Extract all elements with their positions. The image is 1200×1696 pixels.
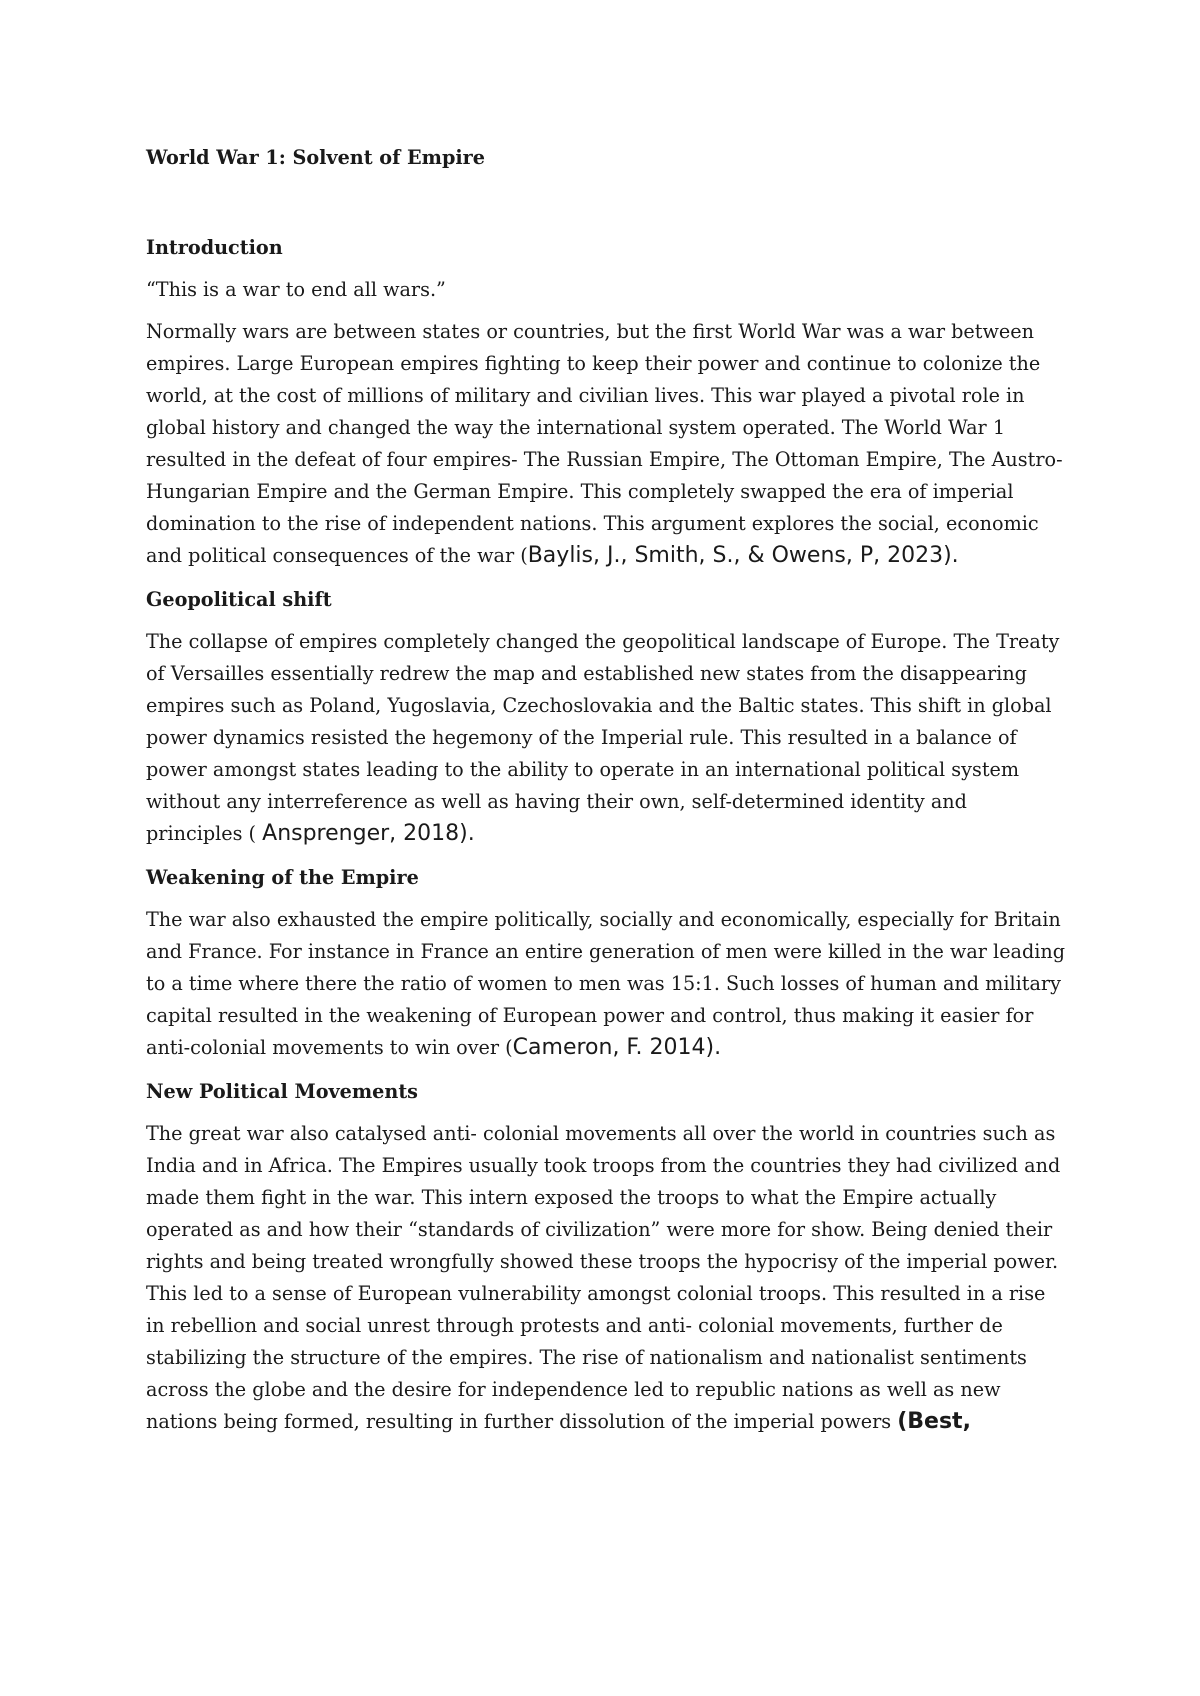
- section-heading-weakening: Weakening of the Empire: [146, 866, 419, 889]
- geopolitical-paragraph: [146, 626, 1066, 850]
- document-body: [146, 142, 1066, 1438]
- weakening-citation: Cameron, F. 2014).: [512, 1035, 722, 1060]
- weakening-body-text: The war also exhausted the empire politically, socially and economically, especially for Britain and France. For instance in France an entire generation of men were killed in the war leading to a time where there the ratio of women to men was 15:1. Such losses of human and military capital resulted in the weakening of European power and control, thus making it easier for anti-colonial movements to win over (: [146, 908, 1066, 1059]
- section-heading-geopolitical-shift: Geopolitical shift: [146, 588, 332, 611]
- document-title: World War 1: Solvent of Empire: [146, 146, 485, 169]
- movements-paragraph: [146, 1118, 1066, 1438]
- geopolitical-body-text: The collapse of empires completely changed the geopolitical landscape of Europe. The Treaty of Versailles essentially redrew the map and established new states from the disappearing empires such as Poland, Yugoslavia, Czechoslovakia and the Baltic states. This shift in global power dynamics resisted the hegemony of the Imperial rule. This resulted in a balance of power amongst states leading to the ability to operate in an international political system without any interreference as well as having their own, self-determined identity and principles (: [146, 630, 1060, 845]
- intro-citation: Baylis, J., Smith, S., & Owens, P, 2023).: [527, 543, 959, 568]
- spacer: [146, 174, 1066, 232]
- movements-citation: (Best,: [897, 1409, 971, 1434]
- movements-body-text: The great war also catalysed anti- colonial movements all over the world in countries such as India and in Africa. The Empires usually took troops from the countries they had civilized and made them fight in the war. This intern exposed the troops to what the Empire actually operated as and how their “standards of civilization” were more for show. Being denied their rights and being treated wrongfully showed these troops the hypocrisy of the imperial power. This led to a sense of European vulnerability amongst colonial troops. This resulted in a rise in rebellion and social unrest through protests and anti- colonial movements, further de stabilizing the structure of the empires. The rise of nationalism and nationalist sentiments across the globe and the desire for independence led to republic nations as well as new nations being formed, resulting in further dissolution of the imperial powers: [146, 1122, 1061, 1433]
- section-heading-introduction: Introduction: [146, 236, 283, 259]
- intro-quote: “This is a war to end all wars.”: [146, 278, 446, 301]
- weakening-paragraph: [146, 904, 1066, 1064]
- intro-paragraph: [146, 316, 1066, 572]
- intro-body-text: Normally wars are between states or countries, but the first World War was a war between empires. Large European empires fighting to keep their power and continue to colonize the world, at the cost of millions of military and civilian lives. This war played a pivotal role in global history and changed the way the international system operated. The World War 1 resulted in the defeat of four empires- The Russian Empire, The Ottoman Empire, The Austro-Hungarian Empire and the German Empire. This completely swapped the era of imperial domination to the rise of independent nations. This argument explores the social, economic and political consequences of the war (: [146, 320, 1063, 567]
- geopolitical-citation: Ansprenger, 2018).: [262, 821, 475, 846]
- section-heading-new-political-movements: New Political Movements: [146, 1080, 418, 1103]
